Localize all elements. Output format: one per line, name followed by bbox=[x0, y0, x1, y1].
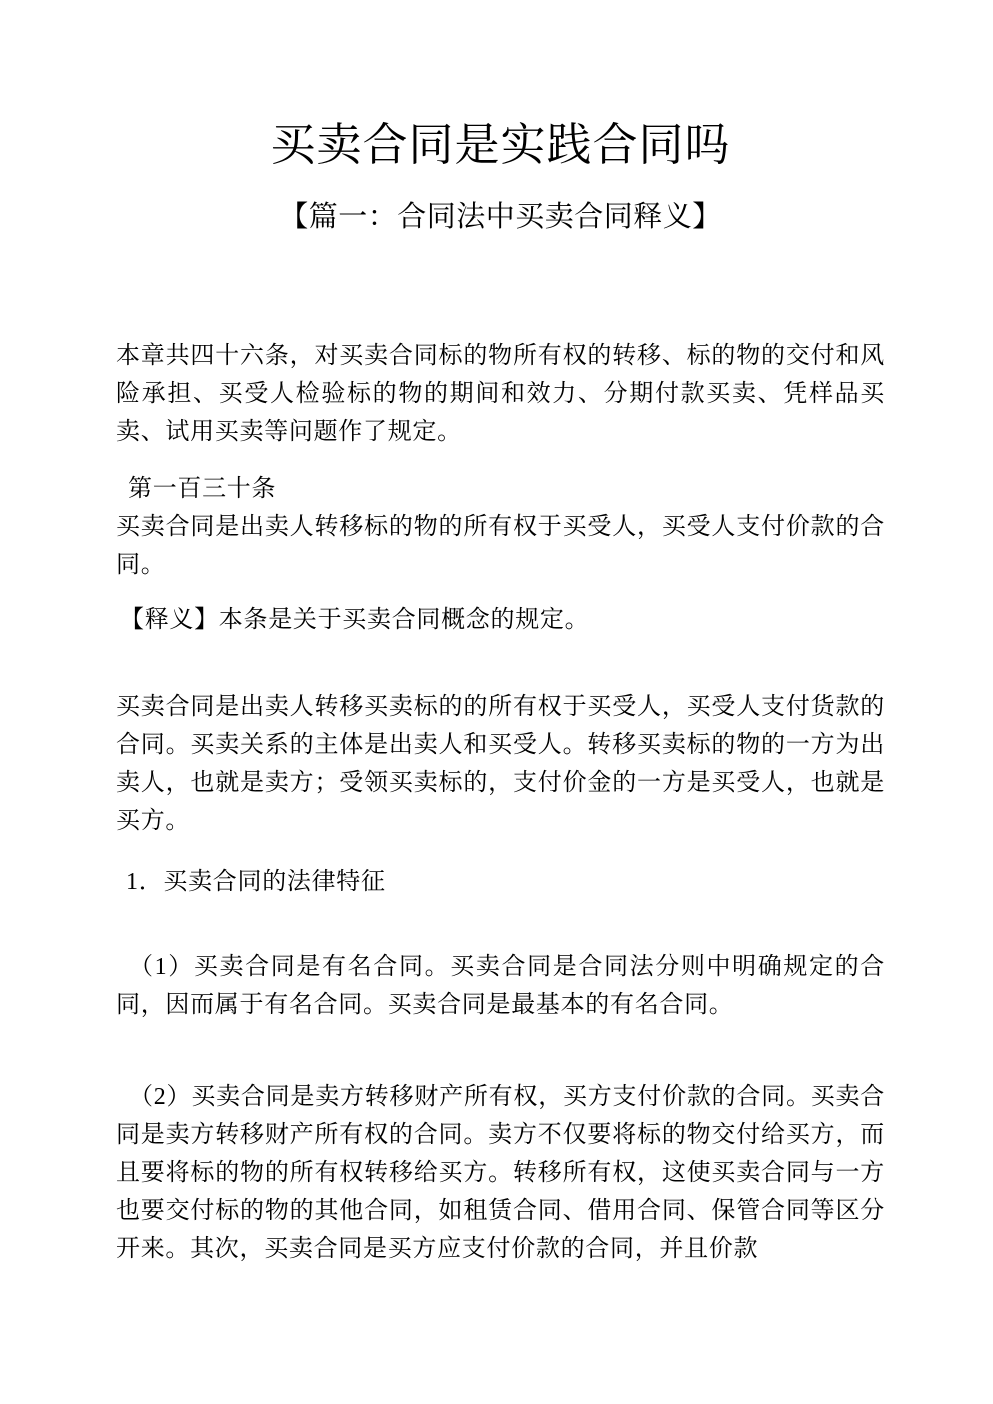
paragraph-interpretation: 【释义】本条是关于买卖合同概念的规定。 bbox=[120, 607, 590, 633]
heading-legal-features: 1．买卖合同的法律特征 bbox=[126, 869, 386, 895]
document-subtitle: 【篇一：合同法中买卖合同释义】 bbox=[279, 201, 722, 233]
paragraph-feature-1: （1）买卖合同是有名合同。买卖合同是合同法分则中明确规定的合同，因而属于有名合同。买卖合同是最基本的有名合同。 bbox=[116, 954, 885, 1018]
paragraph-chapter-summary: 本章共四十六条，对买卖合同标的物所有权的转移、标的物的交付和风险承担、买受人检验标的物的期间和效力、分期付款买卖、凭样品买卖、试用买卖等问题作了规定。 bbox=[116, 343, 885, 445]
paragraph-article-text: 买卖合同是出卖人转移标的物的所有权于买受人，买受人支付价款的合同。 bbox=[116, 514, 885, 578]
paragraph-definition: 买卖合同是出卖人转移买卖标的的所有权于买受人，买受人支付货款的合同。买卖关系的主体是出卖人和买受人。转移买卖标的物的一方为出卖人，也就是卖方；受领买卖标的，支付价金的一方是买受人，也就是买方。 bbox=[116, 694, 885, 834]
heading-article-number: 第一百三十条 bbox=[128, 476, 277, 502]
document-title: 买卖合同是实践合同吗 bbox=[270, 120, 731, 170]
paragraph-feature-2: （2）买卖合同是卖方转移财产所有权，买方支付价款的合同。买卖合同是卖方转移财产所有权的合同。卖方不仅要将标的物交付给买方，而且要将标的物的所有权转移给买方。转移所有权，这使买卖合同与一方也要交付标的物的其他合同，如租赁合同、借用合同、保管合同等区分开来。其次，买卖合同是买方应支付价款的合同，并且价款 bbox=[116, 1084, 885, 1262]
